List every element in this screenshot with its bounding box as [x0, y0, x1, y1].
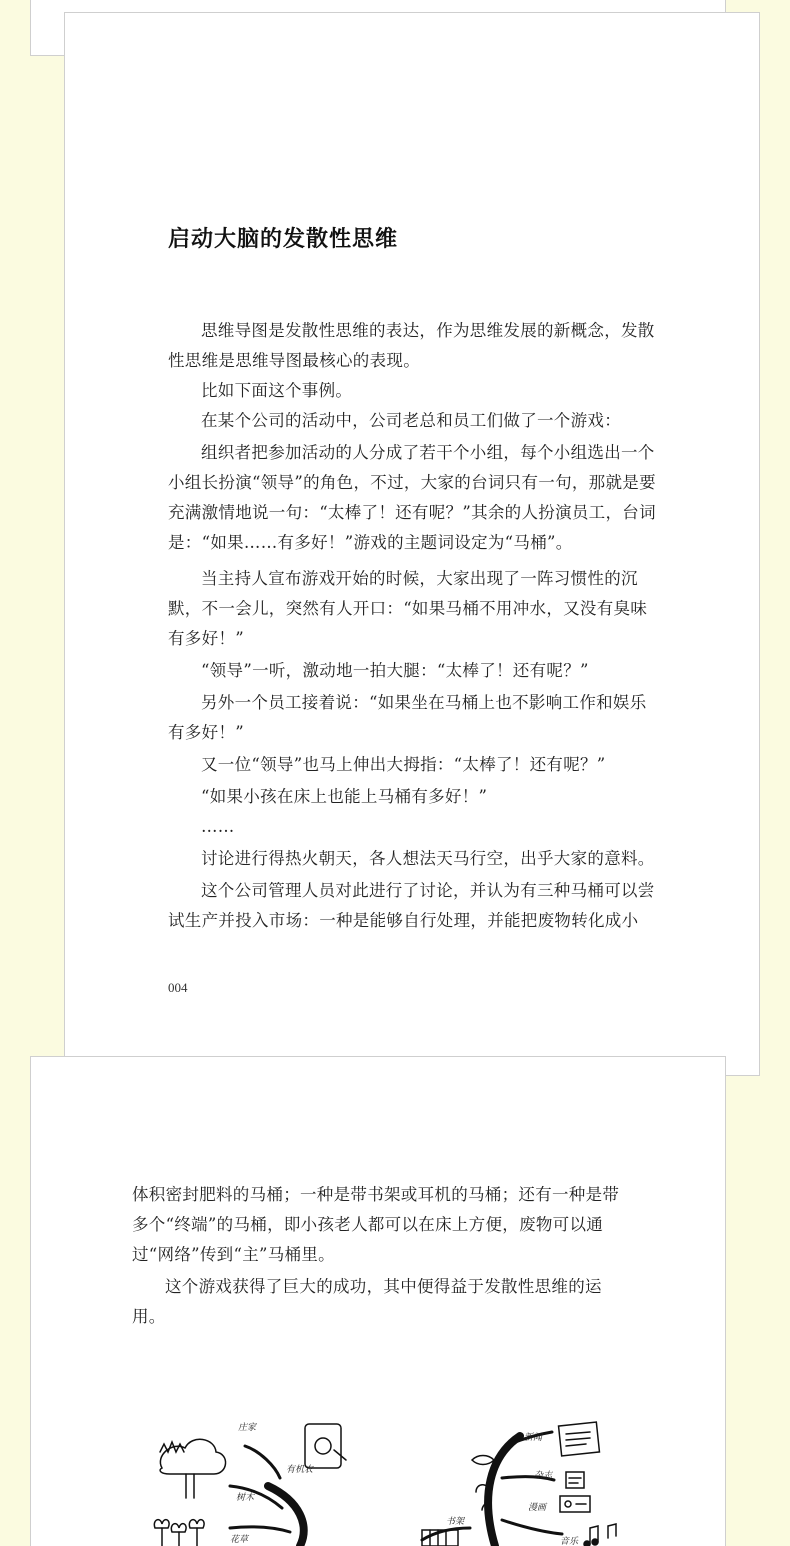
tree-icon: [160, 1439, 225, 1474]
label-youjinong: 有机农: [286, 1465, 314, 1475]
eye-icon: [472, 1456, 494, 1465]
paragraph-2: 比如下面这个事例。: [201, 381, 353, 400]
paragraph-4: 组织者把参加活动的人分成了若干个小组，每个小组选出一个小组长扮演“领导”的角色，不过，大家的台词只有一句，那就是要充满激情地说一句：“太棒了！还有呢？”其余的人扮演员工，台词是：“如果……有多好！”游戏的主题词设定为“马桶”。: [168, 443, 656, 552]
label-zazhi: 杂志: [534, 1471, 553, 1481]
paragraph-1: 思维导图是发散性思维的表达，作为思维发展的新概念，发散性思维是思维导图最核心的表现。: [168, 321, 655, 370]
paragraph-10: ……: [201, 817, 235, 836]
flowers-icon: [154, 1520, 204, 1546]
newspaper-icon: [559, 1422, 600, 1456]
left-branch-top: [245, 1446, 280, 1478]
comics-icon: [560, 1496, 590, 1512]
chapter-heading: 启动大脑的发散性思维: [168, 226, 399, 252]
mind-map-illustration: [150, 1416, 640, 1546]
paragraph-11: 讨论进行得热火朝天，各人想法天马行空，出乎大家的意料。: [201, 849, 655, 868]
label-zhuangjia: 庄家: [238, 1423, 257, 1433]
music-notes-icon: [584, 1524, 616, 1546]
label-xinwen: 新闻: [524, 1433, 543, 1443]
paragraph-3: 在某个公司的活动中，公司老总和员工们做了一个游戏：: [201, 411, 621, 430]
paragraph-8: 又一位“领导”也马上伸出大拇指：“太棒了！还有呢？”: [201, 755, 606, 774]
paragraph-conclusion: 这个游戏获得了巨大的成功，其中便得益于发散性思维的运用。: [132, 1277, 602, 1326]
paragraph-continued: 体积密封肥料的马桶；一种是带书架或耳机的马桶；还有一种是带多个“终端”的马桶，即小孩老人都可以在床上方便，废物可以通过“网络”传到“主”马桶里。: [132, 1185, 620, 1264]
magazine-icon: [566, 1472, 584, 1488]
label-shumu: 树木: [236, 1493, 255, 1503]
label-huacao: 花草: [230, 1535, 249, 1545]
paragraph-6: “领导”一听，激动地一拍大腿：“太棒了！还有呢？”: [201, 661, 589, 680]
paragraph-5: 当主持人宣布游戏开始的时候，大家出现了一阵习惯性的沉默，不一会儿，突然有人开口：“如果马桶不用冲水，又没有臭味有多好！”: [168, 569, 648, 648]
right-main-branch: [488, 1436, 520, 1546]
paragraph-7: 另外一个员工接着说：“如果坐在马桶上也不影响工作和娱乐有多好！”: [168, 693, 647, 742]
fertilizer-bag-icon: [305, 1424, 346, 1468]
paragraph-12: 这个公司管理人员对此进行了讨论，并认为有三种马桶可以尝试生产并投入市场：一种是能够自行处理，并能把废物转化成小: [168, 881, 655, 930]
paragraph-9: “如果小孩在床上也能上马桶有多好！”: [201, 787, 488, 806]
label-shujia: 书架: [446, 1517, 465, 1527]
left-branch-low: [230, 1527, 290, 1532]
page-number: 004: [168, 980, 188, 995]
label-yinyue: 音乐: [560, 1537, 579, 1546]
left-main-branch: [268, 1486, 304, 1546]
label-manhua: 漫画: [528, 1503, 547, 1513]
right-branch-music: [502, 1520, 562, 1534]
